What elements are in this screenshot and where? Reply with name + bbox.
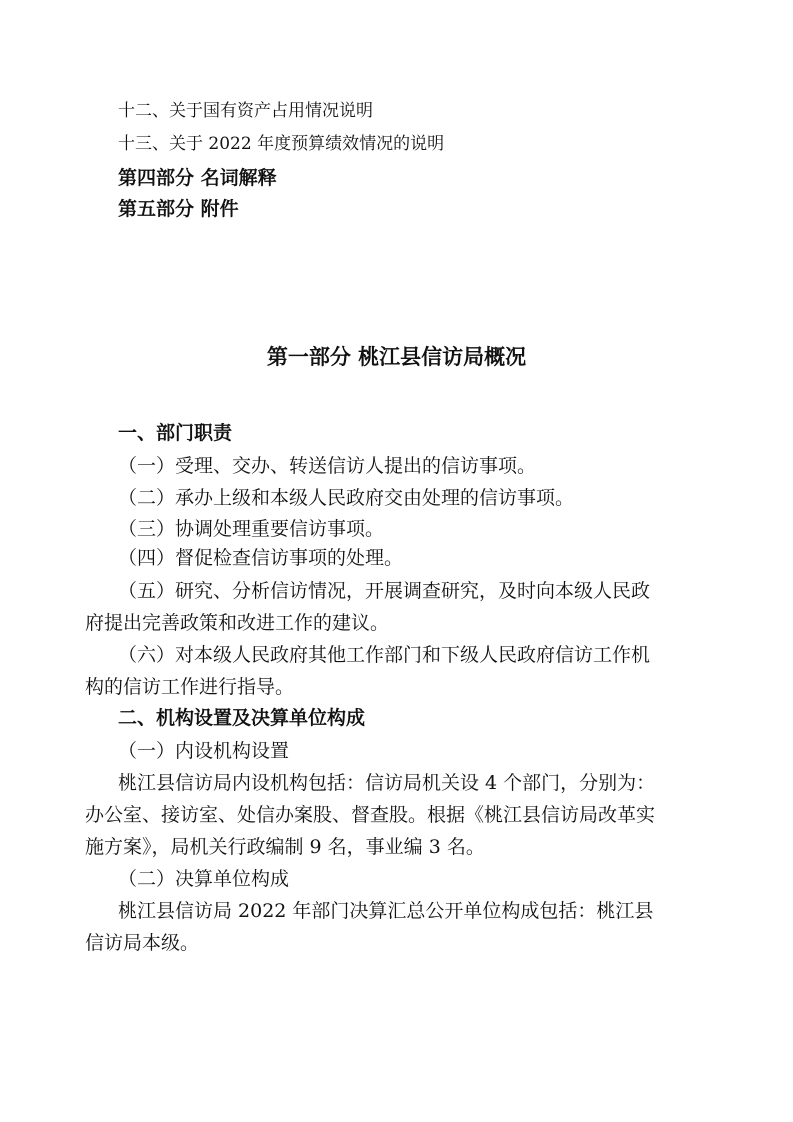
duty-line: 府提出完善政策和改进工作的建议。 — [85, 612, 390, 634]
subsection-title: （二）决算单位构成 — [118, 868, 290, 890]
section-2-heading: 二、机构设置及决算单位构成 — [118, 707, 366, 729]
body-line: 施方案》，局机关行政编制 9 名，事业编 3 名。 — [85, 836, 485, 858]
duty-line: （六）对本级人民政府其他工作部门和下级人民政府信访工作机 — [118, 644, 651, 666]
toc-item-12: 十二、关于国有资产占用情况说明 — [118, 101, 373, 121]
subsection-title: （一）内设机构设置 — [118, 740, 290, 762]
toc-part-5: 第五部分 附件 — [118, 198, 239, 220]
duty-line: 构的信访工作进行指导。 — [85, 676, 295, 698]
body-line: 信访局本级。 — [85, 932, 200, 954]
duty-line: （二）承办上级和本级人民政府交由处理的信访事项。 — [118, 487, 575, 509]
body-line: 桃江县信访局内设机构包括：信访局机关设 4 个部门，分别为： — [118, 772, 656, 794]
duty-line: （一）受理、交办、转送信访人提出的信访事项。 — [118, 455, 537, 477]
body-line: 办公室、接访室、处信办案股、督查股。根据《桃江县信访局改革实 — [85, 804, 656, 826]
toc-part-4: 第四部分 名词解释 — [118, 167, 277, 189]
section-1-heading: 一、部门职责 — [118, 422, 233, 444]
part-1-title: 第一部分 桃江县信访局概况 — [266, 345, 527, 369]
duty-line: （四）督促检查信访事项的处理。 — [118, 547, 404, 569]
duty-line: （三）协调处理重要信访事项。 — [118, 518, 385, 540]
toc-item-13: 十三、关于 2022 年度预算绩效情况的说明 — [118, 134, 445, 154]
body-line: 桃江县信访局 2022 年部门决算汇总公开单位构成包括：桃江县 — [118, 900, 654, 922]
duty-line: （五）研究、分析信访情况，开展调查研究，及时向本级人民政 — [118, 580, 651, 602]
